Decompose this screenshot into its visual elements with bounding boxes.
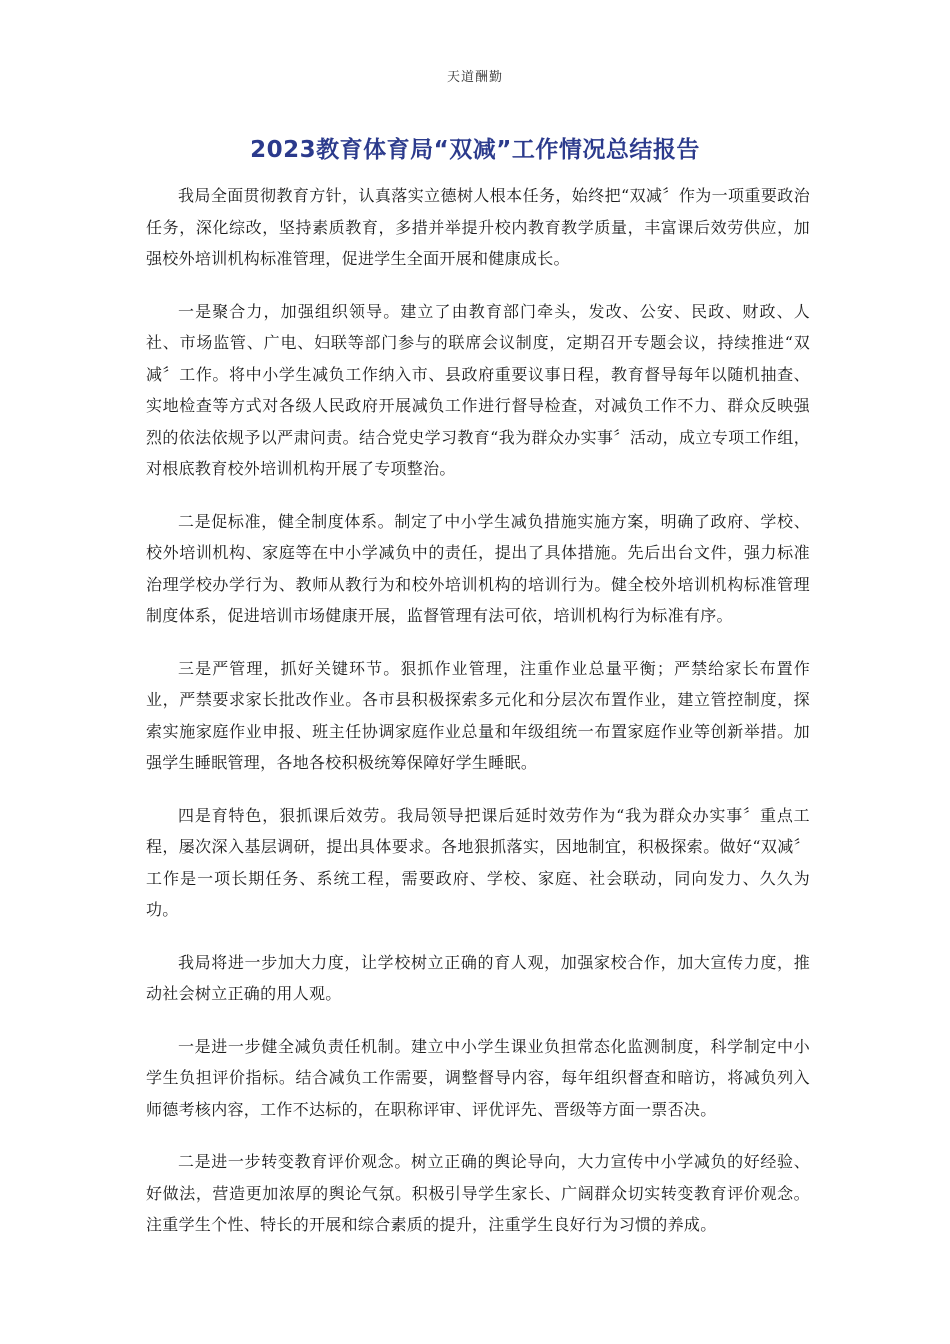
paragraph-evaluation: 二是进一步转变教育评价观念。树立正确的舆论导向，大力宣传中小学减负的好经验、好做法，营造更加浓厚的舆论气氛。积极引导学生家长、广阔群众切实转变教育评价观念。注重学生个性、特长的开展和综合素质的提升，注重学生良好行为习惯的养成。 bbox=[146, 1152, 810, 1234]
paragraph-features: 四是育特色，狠抓课后效劳。我局领导把课后延时效劳作为“我为群众办实事〞重点工程，屡次深入基层调研，提出具体要求。各地狠抓落实，因地制宜，积极探索。做好“双减〞工作是一项长期任务、系统工程，需要政府、学校、家庭、社会联动，同向发力、久久为功。 bbox=[146, 805, 810, 919]
document-title: 2023教育体育局“双减”工作情况总结报告 bbox=[250, 137, 700, 163]
paragraph-management: 三是严管理，抓好关键环节。狠抓作业管理，注重作业总量平衡；严禁给家长布置作业，严禁要求家长批改作业。各市县积极探索多元化和分层次布置作业，建立管控制度，探索实施家庭作业申报、班主任协调家庭作业总量和年级组统一布置家庭作业等创新举措。加强学生睡眠管理，各地各校积极统筹保障好学生睡眠。 bbox=[146, 658, 810, 772]
paragraph-intro: 我局全面贯彻教育方针，认真落实立德树人根本任务，始终把“双减〞作为一项重要政治任务，深化综改，坚持素质教育，多措并举提升校内教育教学质量，丰富课后效劳供应，加强校外培训机构标准管理，促进学生全面开展和健康成长。 bbox=[146, 186, 810, 268]
paragraph-next-steps: 我局将进一步加大力度，让学校树立正确的育人观，加强家校合作，加大宣传力度，推动社会树立正确的用人观。 bbox=[146, 952, 810, 1003]
paragraph-organization: 一是聚合力，加强组织领导。建立了由教育部门牵头，发改、公安、民政、财政、人社、市场监管、广电、妇联等部门参与的联席会议制度，定期召开专题会议，持续推进“双减〞工作。将中小学生减负工作纳入市、县政府重要议事日程，教育督导每年以随机抽查、实地检查等方式对各级人民政府开展减负工作进行督导检查，对减负工作不力、群众反映强烈的依法依规予以严肃问责。结合党史学习教育“我为群众办实事〞活动，成立专项工作组，对根底教育校外培训机构开展了专项整治。 bbox=[146, 301, 810, 478]
paragraph-standards: 二是促标准，健全制度体系。制定了中小学生减负措施实施方案，明确了政府、学校、校外培训机构、家庭等在中小学减负中的责任，提出了具体措施。先后出台文件，强力标准治理学校办学行为、教师从教行为和校外培训机构的培训行为。健全校外培训机构标准管理制度体系，促进培训市场健康开展，监督管理有法可依，培训机构行为标准有序。 bbox=[146, 511, 810, 625]
document-body bbox=[146, 180, 810, 1262]
paragraph-responsibility: 一是进一步健全减负责任机制。建立中小学生课业负担常态化监测制度，科学制定中小学生负担评价指标。结合减负工作需要，调整督导内容，每年组织督查和暗访，将减负列入师德考核内容，工作不达标的，在职称评审、评优评先、晋级等方面一票否决。 bbox=[146, 1036, 810, 1119]
page-header: 天道酬勤 bbox=[446, 70, 503, 85]
